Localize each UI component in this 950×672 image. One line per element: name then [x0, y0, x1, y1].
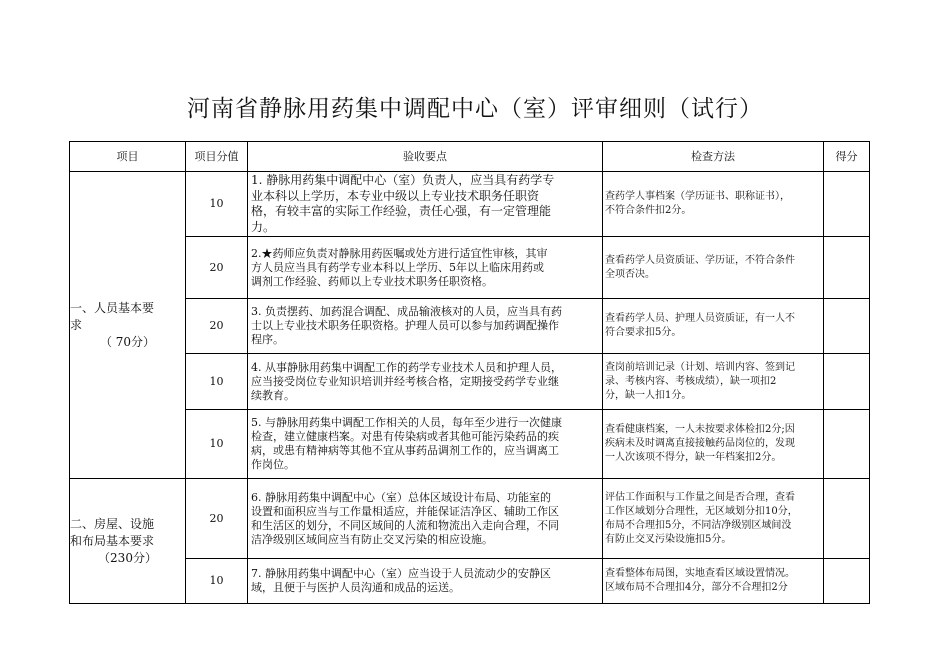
text-line: 调剂工作经验、药师以上专业技术职务任职资格。	[251, 274, 493, 288]
text-line: 3. 负责摆药、加药混合调配、成品输液核对的人员，应当具有药	[251, 305, 562, 318]
requirement-cell	[248, 479, 603, 559]
method-cell	[603, 237, 824, 299]
text-line: 有防止交叉污染设施扣5分。	[605, 533, 732, 545]
text-line: 查看药学人员、护理人员资质证，有一人不	[605, 313, 795, 324]
header-method: 检查方法	[603, 142, 824, 172]
text-line: 方人员应当具有药学专业本科以上学历、5年以上临床用药或	[251, 260, 544, 274]
document-title: 河南省静脉用药集中调配中心（室）评审细则（试行）	[187, 96, 763, 122]
group-facilities	[70, 479, 186, 604]
text-line: 一人次该项不得分，缺一年档案扣2分。	[605, 452, 782, 463]
method-cell	[603, 479, 824, 559]
text-line: 作岗位。	[251, 458, 295, 471]
text-line: 格，有较丰富的实际工作经验，责任心强，有一定管理能	[251, 204, 552, 218]
score-got-cell[interactable]	[824, 410, 870, 479]
method-cell	[603, 410, 824, 479]
score-got-cell[interactable]	[824, 172, 870, 237]
group-label: 和布局基本要求	[70, 533, 155, 548]
text-line: 评估工作面积与工作量之间是否合理，查看	[605, 491, 795, 503]
group-label: 一、人员基本要	[70, 300, 155, 315]
table-row	[70, 299, 870, 354]
text-line: 和生活区的划分，不同区域间的人流和物流出入走向合理，不同	[251, 518, 559, 532]
method-cell	[603, 354, 824, 410]
score-cell: 20	[186, 299, 248, 354]
header-got: 得分	[824, 142, 870, 172]
table-row	[70, 479, 870, 559]
text-line: 区域布局不合理扣4分，部分不合理扣2分	[605, 582, 788, 593]
requirement-cell	[248, 172, 603, 237]
requirement-cell	[248, 237, 603, 299]
table-row	[70, 172, 870, 237]
text-line: 应当接受岗位专业知识培训并经考核合格，定期接受药学专业继	[251, 374, 559, 388]
score-cell: 20	[186, 479, 248, 559]
score-cell: 20	[186, 237, 248, 299]
text-line: 检查，建立健康档案。对患有传染病或者其他可能污染药品的疾	[251, 430, 559, 443]
text-line: 程序。	[251, 333, 284, 346]
text-line: 设置和面积应当与工作量相适应，并能保证洁净区、辅助工作区	[251, 504, 559, 518]
score-got-cell[interactable]	[824, 479, 870, 559]
text-line: 录、考核内容、考核成绩），缺一项扣2	[605, 375, 777, 387]
text-line: 全项否决。	[605, 268, 655, 280]
text-line: 布局不合理扣5分，不同洁净级别区域间没	[605, 519, 792, 531]
text-line: 业本科以上学历，本专业中级以上专业技术职务任职资	[251, 188, 540, 203]
text-line: 分，缺一人扣1分。	[605, 389, 692, 401]
requirement-cell	[248, 299, 603, 354]
header-score: 项目分值	[186, 142, 248, 172]
score-got-cell[interactable]	[824, 354, 870, 410]
text-line: 查岗前培训记录（计划、培训内容、签到记	[605, 361, 795, 373]
text-line: 力。	[251, 219, 276, 234]
group-points: （ 70分）	[99, 334, 156, 349]
score-cell: 10	[186, 172, 248, 237]
text-line: 5. 与静脉用药集中调配工作相关的人员，每年至少进行一次健康	[251, 416, 562, 429]
score-got-cell[interactable]	[824, 559, 870, 604]
text-line: 不符合条件扣2分。	[605, 205, 692, 216]
table-row	[70, 559, 870, 604]
group-points: （230分）	[98, 550, 157, 565]
text-line: 查看药学人员资质证、学历证，不符合条件	[605, 254, 795, 266]
score-cell: 10	[186, 410, 248, 479]
text-line: 域，且便于与医护人员沟通和成品的运送。	[251, 581, 460, 594]
text-line: 4. 从事静脉用药集中调配工作的药学专业技术人员和护理人员，	[251, 360, 562, 374]
requirement-cell	[248, 559, 603, 604]
text-line: 洁净级别区域间应当有防止交叉污染的相应设施。	[251, 532, 493, 546]
review-table	[69, 141, 870, 604]
table-header-row	[70, 142, 870, 172]
score-got-cell[interactable]	[824, 299, 870, 354]
text-line: 1. 静脉用药集中调配中心（室）负责人，应当具有药学专	[251, 173, 555, 187]
text-line: 6. 静脉用药集中调配中心（室）总体区域设计布局、功能室的	[251, 490, 551, 504]
text-line: 工作区域划分合理性，无区域划分扣10分，	[605, 505, 798, 517]
score-got-cell[interactable]	[824, 237, 870, 299]
text-line: 疾病未及时调离直接接触药品岗位的，发现	[605, 438, 795, 449]
text-line: 续教育。	[251, 388, 295, 402]
text-line: 病，或患有精神病等其他不宜从事药品调剂工作的，应当调离工	[251, 444, 559, 457]
group-label: 二、房屋、设施	[70, 516, 155, 531]
method-cell	[603, 559, 824, 604]
header-item: 项目	[70, 142, 186, 172]
text-line: 7. 静脉用药集中调配中心（室）应当设于人员流动少的安静区	[251, 567, 551, 580]
method-cell	[603, 299, 824, 354]
text-line: 查看整体布局图，实地查看区域设置情况。	[605, 568, 795, 579]
text-line: 查药学人事档案（学历证书、职称证书），	[605, 191, 790, 202]
text-line: 符合要求扣5分。	[605, 327, 682, 338]
method-cell	[603, 172, 824, 237]
score-cell: 10	[186, 354, 248, 410]
requirement-cell	[248, 354, 603, 410]
table-row	[70, 354, 870, 410]
table-row	[70, 237, 870, 299]
group-label: 求	[70, 317, 83, 332]
requirement-cell	[248, 410, 603, 479]
header-requirement: 验收要点	[248, 142, 603, 172]
group-personnel	[70, 172, 186, 479]
table-row	[70, 410, 870, 479]
text-line: 士以上专业技术职务任职资格。护理人员可以参与加药调配操作	[251, 319, 559, 332]
score-cell: 10	[186, 559, 248, 604]
text-line: 查看健康档案，一人未按要求体检扣2分;因	[605, 424, 795, 435]
text-line: 2.★药师应负责对静脉用药医嘱或处方进行适宜性审核，其审	[251, 246, 548, 260]
